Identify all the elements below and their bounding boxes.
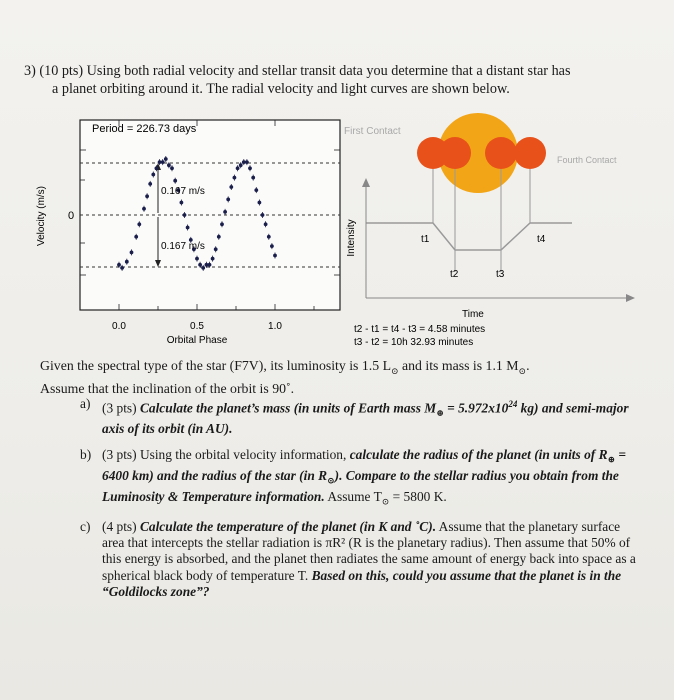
part-c-text-2: Assume that the planetary surface area that intercepts the stellar radiation is πR² (R is the planetary radius). Then assume that 50% of this energy is absorbed, and the planet then radiates the same amount of energy back into space as a spherical black body of temperature T. bbox=[102, 518, 636, 583]
fourth-contact-label: Fourth Contact bbox=[557, 155, 617, 165]
part-c-text-1: Calculate the temperature of the planet (in K and ˚C). bbox=[139, 518, 437, 534]
t2-label: t2 bbox=[450, 269, 459, 280]
sun-symbol: ⊙ bbox=[391, 365, 399, 376]
part-c-text-3: Based on this, could you assume that the planet is in the “Goldilocks zone”? bbox=[102, 567, 622, 599]
t1-label: t1 bbox=[421, 234, 430, 245]
rv-chart-title: Period = 226.73 days bbox=[92, 123, 197, 135]
problem-intro-line1: Using both radial velocity and stellar transit data you determine that a distant star has bbox=[86, 63, 571, 79]
part-a bbox=[80, 396, 640, 438]
rv-x-tick-0: 0.0 bbox=[112, 321, 126, 332]
part-b-text-2: calculate the radius of the planet (in units of R bbox=[349, 446, 608, 462]
question-parts bbox=[80, 396, 640, 609]
planet-position-2 bbox=[439, 137, 471, 169]
first-contact-label: First Contact bbox=[344, 126, 401, 137]
timing-note-2: t3 - t2 = 10h 32.93 minutes bbox=[354, 337, 474, 348]
part-c-label: c) bbox=[80, 518, 91, 534]
timing-note-1: t2 - t1 = t4 - t3 = 4.58 minutes bbox=[354, 324, 486, 335]
part-b bbox=[80, 447, 640, 510]
earth-symbol: ⊕ bbox=[436, 408, 444, 419]
t4-label: t4 bbox=[537, 234, 546, 245]
problem-points: (10 pts) bbox=[39, 63, 84, 79]
arrow-right-icon bbox=[626, 294, 635, 302]
given-text-2: and its mass is 1.1 M bbox=[398, 358, 519, 373]
part-b-text-6: = 5800 K. bbox=[389, 488, 447, 504]
rv-y-axis-label: Velocity (m/s) bbox=[36, 185, 47, 247]
transit-light-curve-diagram bbox=[340, 110, 660, 355]
rv-x-tick-1: 1.0 bbox=[268, 321, 282, 332]
time-axis-label: Time bbox=[462, 309, 484, 320]
part-b-label: b) bbox=[80, 446, 92, 462]
sun-symbol: ⊙ bbox=[518, 365, 527, 376]
radial-velocity-chart bbox=[30, 110, 350, 355]
arrow-up-icon bbox=[362, 178, 370, 187]
part-a-text-2: = 5.972x10 bbox=[443, 400, 509, 416]
part-b-text-5: Assume T bbox=[327, 488, 382, 504]
part-b-text-3: = 6400 km) and the radius of the star (in R bbox=[102, 446, 627, 483]
earth-symbol: ⊕ bbox=[607, 454, 616, 465]
part-a-label: a) bbox=[80, 396, 91, 411]
given-paragraph bbox=[40, 357, 660, 397]
t3-label: t3 bbox=[496, 269, 505, 280]
rv-annotation-lower: 0.167 m/s bbox=[161, 241, 205, 252]
given-text-3: . bbox=[526, 358, 530, 373]
rv-annotation-upper: 0.167 m/s bbox=[161, 186, 205, 197]
sun-symbol: ⊙ bbox=[327, 475, 335, 486]
rv-x-tick-0-5: 0.5 bbox=[190, 321, 204, 332]
part-a-exponent: 24 bbox=[508, 399, 518, 409]
given-text-4: Assume that the inclination of the orbit is 90˚. bbox=[40, 380, 295, 396]
part-a-text-3: kg) and semi-major axis of its orbit (in AU). bbox=[102, 400, 629, 437]
sun-symbol: ⊙ bbox=[381, 496, 390, 507]
intensity-axis-label: Intensity bbox=[346, 219, 357, 257]
part-c-points: (4 pts) bbox=[102, 518, 137, 534]
part-b-text-1: Using the orbital velocity information, bbox=[139, 446, 347, 462]
rv-y-tick-zero: 0 bbox=[68, 210, 75, 222]
given-text-1: Given the spectral type of the star (F7V), its luminosity is 1.5 L bbox=[40, 358, 391, 373]
part-a-text-1: Calculate the planet’s mass (in units of Earth mass M bbox=[139, 400, 437, 416]
part-a-points: (3 pts) bbox=[102, 400, 137, 416]
part-c bbox=[80, 519, 640, 600]
problem-intro-line2: a planet orbiting around it. The radial velocity and light curves are shown below. bbox=[52, 81, 510, 97]
problem-number: 3) bbox=[24, 63, 36, 79]
problem-heading bbox=[24, 62, 664, 98]
planet-position-4 bbox=[514, 137, 546, 169]
part-b-text-4: ). Compare to the stellar radius you obtain from the Luminosity & Temperature information. bbox=[102, 467, 619, 504]
planet-position-3 bbox=[485, 137, 517, 169]
rv-x-axis-label: Orbital Phase bbox=[166, 335, 228, 346]
part-b-points: (3 pts) bbox=[102, 446, 137, 462]
